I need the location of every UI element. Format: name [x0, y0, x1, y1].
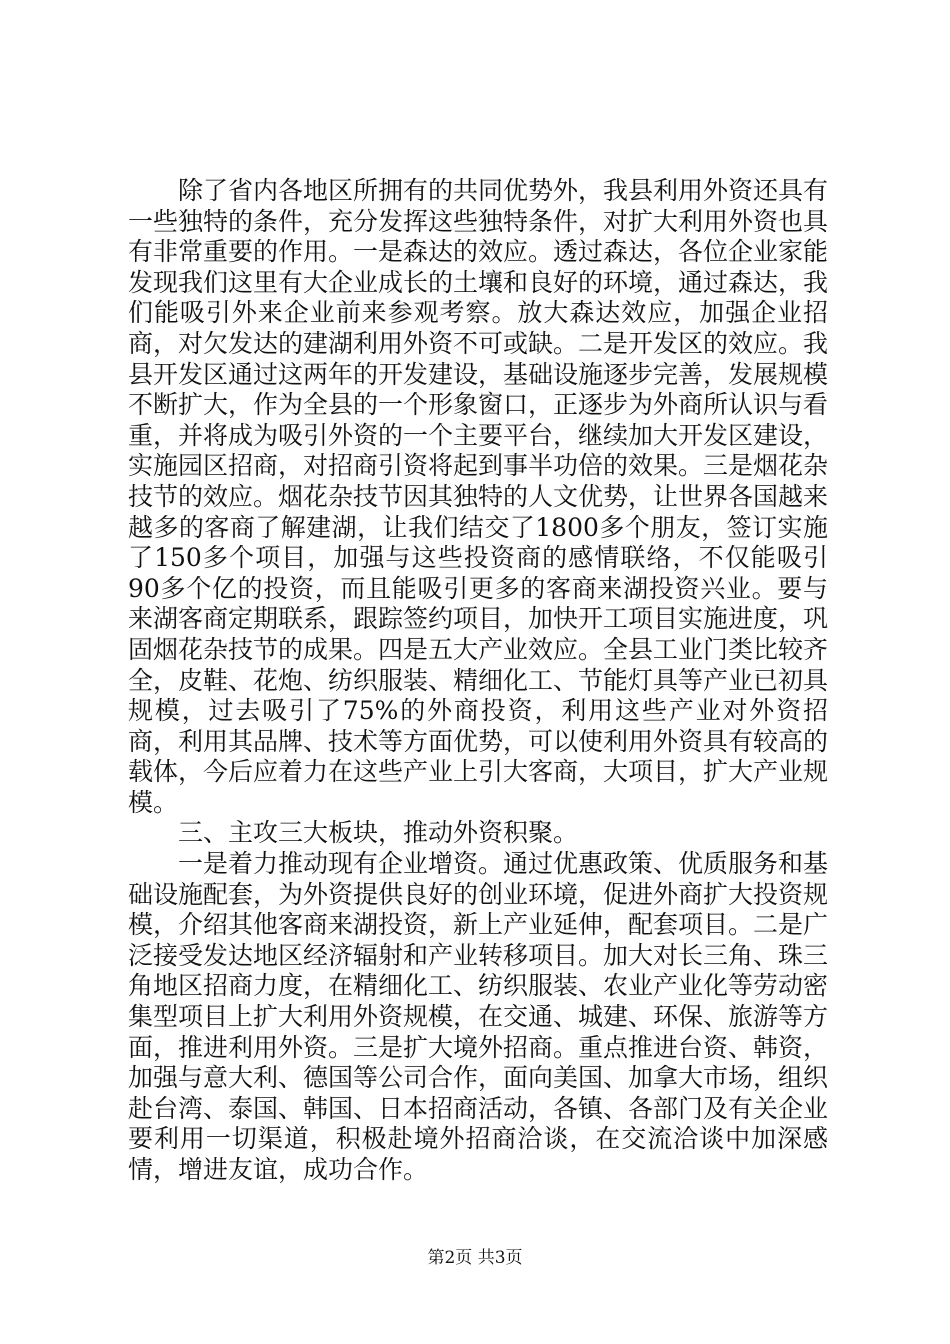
section-heading-three: 三、主攻三大板块，推动外资积聚。	[178, 818, 579, 848]
document-body	[128, 176, 828, 1186]
page-number-footer: 第2页 共3页	[427, 1248, 523, 1268]
paragraph-advantages: 除了省内各地区所拥有的共同优势外，我县利用外资还具有一些独特的条件，充分发挥这些独特条件，对扩大利用外资也具有非常重要的作用。一是森达的效应。透过森达，各位企业家能发现我们这里有大企业成长的土壤和良好的环境，通过森达，我们能吸引外来企业前来参观考察。放大森达效应，加强企业招商，对欠发达的建湖利用外资不可或缺。二是开发区的效应。我县开发区通过这两年的开发建设，基础设施逐步完善，发展规模不断扩大，作为全县的一个形象窗口，正逐步为外商所认识与看重，并将成为吸引外资的一个主要平台，继续加大开发区建设，实施园区招商，对招商引资将起到事半功倍的效果。三是烟花杂技节的效应。烟花杂技节因其独特的人文优势，让世界各国越来越多的客商了解建湖，让我们结交了1800多个朋友，签订实施了150多个项目，加强与这些投资商的感情联络，不仅能吸引90多个亿的投资，而且能吸引更多的客商来湖投资兴业。要与来湖客商定期联系，跟踪签约项目，加快开工项目实施进度，巩固烟花杂技节的成果。四是五大产业效应。全县工业门类比较齐全，皮鞋、花炮、纺织服装、精细化工、节能灯具等产业已初具规模，过去吸引了75%的外商投资，利用这些产业对外资招商，利用其品牌、技术等方面优势，可以使利用外资具有较高的载体，今后应着力在这些产业上引大客商，大项目，扩大产业规模。	[128, 176, 829, 817]
paragraph-three-sectors: 一是着力推动现有企业增资。通过优惠政策、优质服务和基础设施配套，为外资提供良好的创业环境，促进外商扩大投资规模，介绍其他客商来湖投资，新上产业延伸，配套项目。二是广泛接受发达地区经济辐射和产业转移项目。加大对长三角、珠三角地区招商力度，在精细化工、纺织服装、农业产业化等劳动密集型项目上扩大利用外资规模，在交通、城建、环保、旅游等方面，推进利用外资。三是扩大境外招商。重点推进台资、韩资，加强与意大利、德国等公司合作，面向美国、加拿大市场，组织赴台湾、泰国、韩国、日本招商活动，各镇、各部门及有关企业要利用一切渠道，积极赴境外招商洽谈，在交流洽谈中加深感情，增进友谊，成功合作。	[128, 849, 829, 1184]
